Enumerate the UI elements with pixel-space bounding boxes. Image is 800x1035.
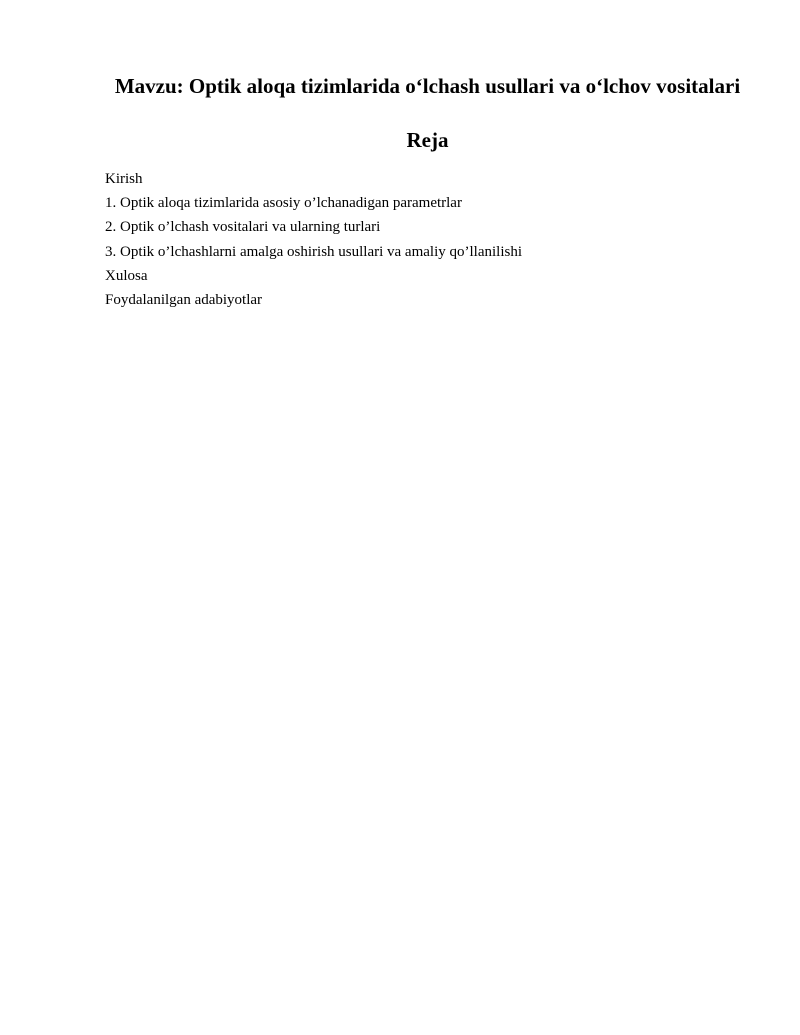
toc-item-3: 3. Optik o’lchashlarni amalga oshirish usullari va amaliy qo’llanilishi xyxy=(105,243,522,260)
toc-item-2: 2. Optik o’lchash vositalari va ularning turlari xyxy=(105,219,381,236)
toc-item-introduction: Kirish xyxy=(105,171,143,187)
toc-item-1: 1. Optik aloqa tizimlarida asosiy o’lchanadigan parametrlar xyxy=(105,195,462,212)
toc-item-conclusion: Xulosa xyxy=(105,267,148,284)
toc-item-references: Foydalanilgan adabiyotlar xyxy=(105,292,263,309)
table-of-contents xyxy=(105,167,750,312)
page-title: Mavzu: Optik aloqa tizimlarida o‘lchash usullari va o‘lchov vositalari xyxy=(114,74,741,98)
plan-heading: Reja xyxy=(406,128,449,152)
